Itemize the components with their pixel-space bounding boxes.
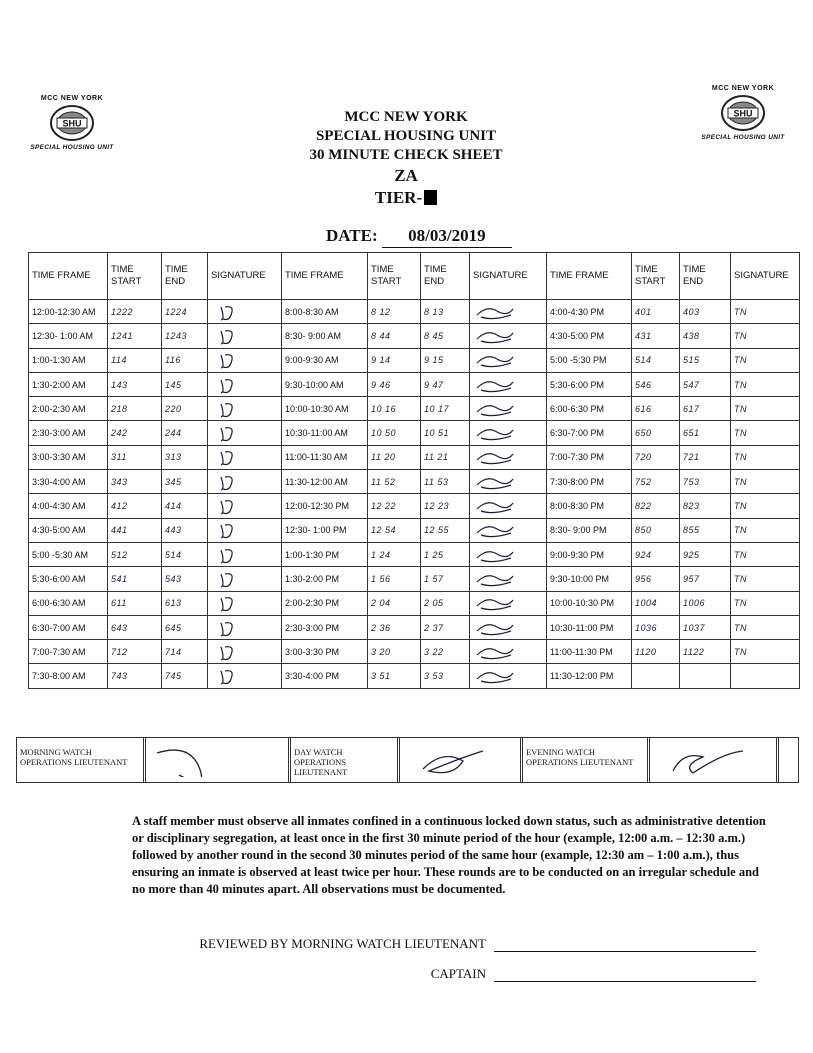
signature-cell [208, 348, 282, 372]
time-entry-cell: 3 51 [368, 664, 421, 688]
time-frame-cell: 5:00 -5:30 PM [547, 348, 632, 372]
signature-cell [470, 397, 547, 421]
time-entry-cell: 11 53 [421, 470, 470, 494]
time-frame-cell: 1:00-1:30 AM [29, 348, 108, 372]
time-entry-cell: 10 50 [368, 421, 421, 445]
header-line-2: SPECIAL HOUSING UNIT [315, 128, 497, 144]
table-header-row [29, 253, 800, 300]
time-entry-cell: 2 36 [368, 615, 421, 639]
time-frame-cell: 4:00-4:30 PM [547, 300, 632, 324]
time-entry-cell: 403 [680, 300, 731, 324]
table-body [29, 300, 800, 689]
time-entry-cell: 956 [632, 567, 680, 591]
time-entry-cell: 114 [108, 348, 162, 372]
time-frame-cell: 3:30-4:00 AM [29, 470, 108, 494]
time-frame-cell: 1:00-1:30 PM [282, 542, 368, 566]
time-entry-cell: 11 52 [368, 470, 421, 494]
table-row [29, 567, 800, 591]
handwritten-initials-icon [473, 570, 519, 588]
signature-initials: TN [731, 397, 800, 421]
time-entry-cell: 543 [162, 567, 208, 591]
time-entry-cell: 822 [632, 494, 680, 518]
column-header: TIME END [680, 253, 731, 300]
column-header: SIGNATURE [208, 253, 282, 300]
time-entry-cell: 752 [632, 470, 680, 494]
time-frame-cell: 6:30-7:00 PM [547, 421, 632, 445]
time-frame-cell: 10:30-11:00 AM [282, 421, 368, 445]
time-frame-cell: 9:30-10:00 PM [547, 567, 632, 591]
morning-watch-label: MORNING WATCH OPERATIONS LIEUTENANT [20, 747, 128, 767]
time-frame-cell: 8:00-8:30 AM [282, 300, 368, 324]
signature-cell [208, 591, 282, 615]
time-entry-cell: 541 [108, 567, 162, 591]
signature-cell [470, 615, 547, 639]
time-entry-cell: 1122 [680, 640, 731, 664]
evening-watch-signature [647, 738, 779, 782]
signature-cell [470, 591, 547, 615]
signature-initials: TN [731, 470, 800, 494]
time-entry-cell: 3 53 [421, 664, 470, 688]
time-entry-cell: 8 13 [421, 300, 470, 324]
time-entry-cell: 611 [108, 591, 162, 615]
time-entry-cell: 721 [680, 445, 731, 469]
time-entry-cell: 617 [680, 397, 731, 421]
signature-cell [470, 372, 547, 396]
time-frame-cell: 6:30-7:00 AM [29, 615, 108, 639]
header-line-1: MCC NEW YORK [344, 109, 468, 125]
time-frame-cell: 11:30-12:00 AM [282, 470, 368, 494]
handwritten-initials-icon [211, 570, 257, 588]
time-frame-cell: 6:00-6:30 AM [29, 591, 108, 615]
time-entry-cell: 311 [108, 445, 162, 469]
handwritten-initials-icon [211, 327, 257, 345]
time-entry-cell: 712 [108, 640, 162, 664]
handwritten-initials-icon [211, 424, 257, 442]
handwritten-initials-icon [211, 619, 257, 637]
signature-cell [470, 470, 547, 494]
signature-cell [208, 542, 282, 566]
handwritten-signature-icon [403, 747, 503, 777]
time-entry-cell: 1120 [632, 640, 680, 664]
column-header: TIME FRAME [29, 253, 108, 300]
time-entry-cell: 1 56 [368, 567, 421, 591]
handwritten-initials-icon [473, 497, 519, 515]
signature-initials: TN [731, 421, 800, 445]
handwritten-initials-icon [473, 303, 519, 321]
handwritten-initials-icon [473, 667, 519, 685]
time-entry-cell: 116 [162, 348, 208, 372]
date-row [326, 226, 512, 248]
handwritten-initials-icon [473, 643, 519, 661]
table-row [29, 421, 800, 445]
policy-note: A staff member must observe all inmates confined in a continuous locked down status, such as administrative detention or disciplinary segregation, at least once in the first 30 minute period of the hour (example, 12:00 a.m. – 12:30 a.m.) followed by another round in the second 30 minutes period of the same hour (example, 12:30 am – 1:00 a.m.), thus ensuring an inmate is observed at least twice per hour. These rounds are to be conducted on an irregular schedule and no more than 40 minutes apart. All observations must be documented. [132, 814, 766, 896]
column-header: TIME END [162, 253, 208, 300]
signature-cell [470, 567, 547, 591]
signature-cell [208, 470, 282, 494]
time-entry-cell [632, 664, 680, 688]
time-frame-cell: 11:00-11:30 AM [282, 445, 368, 469]
time-entry-cell: 443 [162, 518, 208, 542]
column-header: TIME FRAME [282, 253, 368, 300]
time-frame-cell: 2:30-3:00 AM [29, 421, 108, 445]
time-frame-cell: 7:00-7:30 AM [29, 640, 108, 664]
check-sheet-table [28, 252, 800, 689]
signature-initials: TN [731, 300, 800, 324]
table-row [29, 518, 800, 542]
time-entry-cell: 924 [632, 542, 680, 566]
table-row [29, 615, 800, 639]
signature-initials: TN [731, 518, 800, 542]
time-frame-cell: 2:00-2:30 PM [282, 591, 368, 615]
time-frame-cell: 9:00-9:30 AM [282, 348, 368, 372]
handwritten-initials-icon [473, 400, 519, 418]
time-entry-cell: 3 22 [421, 640, 470, 664]
review-captain-row [180, 966, 756, 982]
time-frame-cell: 5:00 -5:30 AM [29, 542, 108, 566]
column-header: TIME FRAME [547, 253, 632, 300]
time-entry-cell: 651 [680, 421, 731, 445]
logo-badge-text: SHU [733, 108, 753, 119]
time-entry-cell: 3 20 [368, 640, 421, 664]
handwritten-signature-icon [149, 747, 269, 777]
time-entry-cell: 8 45 [421, 324, 470, 348]
time-frame-cell: 12:00-12:30 PM [282, 494, 368, 518]
time-entry-cell: 11 20 [368, 445, 421, 469]
day-watch-label: DAY WATCH OPERATIONS LIEUTENANT [294, 747, 348, 777]
time-entry-cell: 9 15 [421, 348, 470, 372]
time-entry-cell: 438 [680, 324, 731, 348]
signature-initials: TN [731, 324, 800, 348]
time-frame-cell: 2:00-2:30 AM [29, 397, 108, 421]
time-entry-cell: 401 [632, 300, 680, 324]
handwritten-initials-icon [211, 473, 257, 491]
column-header: TIME START [632, 253, 680, 300]
time-entry-cell: 1037 [680, 615, 731, 639]
table-row [29, 664, 800, 688]
time-entry-cell: 613 [162, 591, 208, 615]
handwritten-initials-icon [473, 376, 519, 394]
signature-initials: TN [731, 372, 800, 396]
time-entry-cell: 957 [680, 567, 731, 591]
time-entry-cell: 414 [162, 494, 208, 518]
time-entry-cell: 242 [108, 421, 162, 445]
table-row [29, 445, 800, 469]
signature-cell [208, 324, 282, 348]
time-frame-cell: 5:30-6:00 AM [29, 567, 108, 591]
time-frame-cell: 6:00-6:30 PM [547, 397, 632, 421]
time-frame-cell: 5:30-6:00 PM [547, 372, 632, 396]
day-watch-signature [397, 738, 523, 782]
signature-cell [208, 421, 282, 445]
time-entry-cell: 220 [162, 397, 208, 421]
review-captain-label: CAPTAIN [430, 966, 486, 981]
signature-cell [470, 494, 547, 518]
handwritten-signature-icon [653, 747, 763, 777]
time-entry-cell: 218 [108, 397, 162, 421]
time-frame-cell: 3:30-4:00 PM [282, 664, 368, 688]
time-entry-cell: 850 [632, 518, 680, 542]
time-frame-cell: 7:30-8:00 AM [29, 664, 108, 688]
time-entry-cell: 1 25 [421, 542, 470, 566]
signature-cell [208, 664, 282, 688]
signature-cell [470, 348, 547, 372]
time-entry-cell: 12 55 [421, 518, 470, 542]
shu-badge-icon [49, 104, 95, 142]
table-row [29, 640, 800, 664]
signature-cell [470, 445, 547, 469]
shu-badge-icon [720, 94, 766, 132]
table-row [29, 494, 800, 518]
column-header: SIGNATURE [470, 253, 547, 300]
signature-cell [208, 397, 282, 421]
time-entry-cell: 514 [632, 348, 680, 372]
time-entry-cell: 645 [162, 615, 208, 639]
time-frame-cell: 2:30-3:00 PM [282, 615, 368, 639]
logo-top-text: MCC NEW YORK [40, 95, 104, 102]
tier-label: TIER- [374, 188, 423, 207]
time-entry-cell: 1 57 [421, 567, 470, 591]
table-row [29, 470, 800, 494]
time-entry-cell: 1224 [162, 300, 208, 324]
signature-cell [208, 300, 282, 324]
table-row [29, 348, 800, 372]
handwritten-initials-icon [211, 448, 257, 466]
watch-signature-bar [16, 737, 799, 783]
table-row [29, 591, 800, 615]
time-frame-cell: 3:00-3:30 AM [29, 445, 108, 469]
signature-initials: TN [731, 542, 800, 566]
time-frame-cell: 10:00-10:30 PM [547, 591, 632, 615]
time-entry-cell: 145 [162, 372, 208, 396]
time-entry-cell: 1241 [108, 324, 162, 348]
time-entry-cell: 720 [632, 445, 680, 469]
handwritten-initials-icon [473, 594, 519, 612]
handwritten-initials-icon [211, 376, 257, 394]
morning-watch-signature [143, 738, 291, 782]
signature-cell [470, 664, 547, 688]
time-entry-cell: 753 [680, 470, 731, 494]
table-row [29, 397, 800, 421]
handwritten-initials-icon [211, 521, 257, 539]
time-entry-cell: 643 [108, 615, 162, 639]
time-entry-cell: 1 24 [368, 542, 421, 566]
signature-cell [470, 518, 547, 542]
time-entry-cell: 12 23 [421, 494, 470, 518]
time-frame-cell: 8:30- 9:00 PM [547, 518, 632, 542]
time-entry-cell: 8 12 [368, 300, 421, 324]
logo-bottom-text: SPECIAL HOUSING UNIT [701, 134, 785, 141]
time-entry-cell: 823 [680, 494, 731, 518]
time-frame-cell: 3:00-3:30 PM [282, 640, 368, 664]
table-row [29, 542, 800, 566]
redaction-box [424, 190, 437, 205]
signature-initials: TN [731, 445, 800, 469]
signature-cell [470, 542, 547, 566]
column-header: TIME START [108, 253, 162, 300]
time-entry-cell: 10 51 [421, 421, 470, 445]
handwritten-initials-icon [473, 521, 519, 539]
time-entry-cell: 547 [680, 372, 731, 396]
handwritten-initials-icon [473, 546, 519, 564]
time-frame-cell: 9:00-9:30 PM [547, 542, 632, 566]
signature-initials: TN [731, 640, 800, 664]
signature-cell [470, 421, 547, 445]
review-captain-line [494, 969, 756, 982]
signature-cell [208, 494, 282, 518]
logo-badge-text: SHU [62, 118, 82, 129]
time-entry-cell: 9 14 [368, 348, 421, 372]
time-entry-cell: 2 04 [368, 591, 421, 615]
signature-cell [208, 518, 282, 542]
table-row [29, 324, 800, 348]
handwritten-initials-icon [211, 667, 257, 685]
handwritten-initials-icon [473, 351, 519, 369]
time-entry-cell: 10 16 [368, 397, 421, 421]
header-line-3: 30 MINUTE CHECK SHEET [309, 147, 503, 163]
shu-logo-right [693, 85, 793, 141]
table-row [29, 372, 800, 396]
time-frame-cell: 1:30-2:00 AM [29, 372, 108, 396]
time-entry-cell: 143 [108, 372, 162, 396]
time-entry-cell: 431 [632, 324, 680, 348]
signature-initials: TN [731, 494, 800, 518]
time-entry-cell: 515 [680, 348, 731, 372]
time-entry-cell: 12 22 [368, 494, 421, 518]
time-entry-cell: 512 [108, 542, 162, 566]
header-tier [256, 187, 556, 209]
handwritten-initials-icon [211, 643, 257, 661]
column-header: SIGNATURE [731, 253, 800, 300]
time-entry-cell: 12 54 [368, 518, 421, 542]
handwritten-initials-icon [211, 400, 257, 418]
handwritten-initials-icon [211, 351, 257, 369]
time-entry-cell: 9 47 [421, 372, 470, 396]
time-entry-cell: 714 [162, 640, 208, 664]
signature-cell [208, 615, 282, 639]
column-header: TIME START [368, 253, 421, 300]
time-entry-cell: 343 [108, 470, 162, 494]
time-entry-cell: 11 21 [421, 445, 470, 469]
time-frame-cell: 8:30- 9:00 AM [282, 324, 368, 348]
time-entry-cell: 1222 [108, 300, 162, 324]
time-frame-cell: 11:00-11:30 PM [547, 640, 632, 664]
time-entry-cell: 2 05 [421, 591, 470, 615]
handwritten-initials-icon [473, 619, 519, 637]
time-frame-cell: 4:00-4:30 AM [29, 494, 108, 518]
time-entry-cell: 244 [162, 421, 208, 445]
time-entry-cell: 441 [108, 518, 162, 542]
time-frame-cell: 1:30-2:00 PM [282, 567, 368, 591]
review-lieutenant-line [494, 939, 756, 952]
signature-initials [731, 664, 800, 688]
time-entry-cell [680, 664, 731, 688]
signature-initials: TN [731, 591, 800, 615]
time-entry-cell: 616 [632, 397, 680, 421]
signature-cell [208, 445, 282, 469]
review-lieutenant-row [180, 936, 756, 952]
time-entry-cell: 8 44 [368, 324, 421, 348]
logo-top-text: MCC NEW YORK [711, 85, 775, 92]
time-frame-cell: 4:30-5:00 AM [29, 518, 108, 542]
time-entry-cell: 1004 [632, 591, 680, 615]
date-label: DATE: [326, 226, 378, 245]
time-entry-cell: 1243 [162, 324, 208, 348]
document-header [256, 108, 556, 209]
evening-watch-label: EVENING WATCH OPERATIONS LIEUTENANT [526, 747, 634, 767]
time-entry-cell: 2 37 [421, 615, 470, 639]
signature-cell [208, 567, 282, 591]
time-entry-cell: 743 [108, 664, 162, 688]
handwritten-initials-icon [473, 327, 519, 345]
time-entry-cell: 10 17 [421, 397, 470, 421]
signature-cell [470, 640, 547, 664]
time-frame-cell: 12:30- 1:00 AM [29, 324, 108, 348]
shu-logo-left [22, 95, 122, 151]
time-entry-cell: 412 [108, 494, 162, 518]
logo-bottom-text: SPECIAL HOUSING UNIT [30, 144, 114, 151]
time-frame-cell: 10:00-10:30 AM [282, 397, 368, 421]
time-entry-cell: 855 [680, 518, 731, 542]
table-row [29, 300, 800, 324]
date-value: 08/03/2019 [382, 226, 512, 248]
time-entry-cell: 1006 [680, 591, 731, 615]
header-line-4: ZA [394, 166, 418, 185]
handwritten-initials-icon [211, 497, 257, 515]
time-frame-cell: 7:00-7:30 PM [547, 445, 632, 469]
time-frame-cell: 9:30-10:00 AM [282, 372, 368, 396]
signature-cell [470, 300, 547, 324]
time-frame-cell: 10:30-11:00 PM [547, 615, 632, 639]
time-entry-cell: 745 [162, 664, 208, 688]
handwritten-initials-icon [211, 546, 257, 564]
handwritten-initials-icon [473, 473, 519, 491]
handwritten-initials-icon [211, 594, 257, 612]
time-entry-cell: 1036 [632, 615, 680, 639]
time-frame-cell: 7:30-8:00 PM [547, 470, 632, 494]
time-frame-cell: 12:00-12:30 AM [29, 300, 108, 324]
signature-cell [470, 324, 547, 348]
signature-cell [208, 640, 282, 664]
handwritten-initials-icon [211, 303, 257, 321]
time-frame-cell: 4:30-5:00 PM [547, 324, 632, 348]
time-frame-cell: 11:30-12:00 PM [547, 664, 632, 688]
time-entry-cell: 345 [162, 470, 208, 494]
review-lieutenant-label: REVIEWED BY MORNING WATCH LIEUTENANT [199, 936, 486, 951]
time-frame-cell: 8:00-8:30 PM [547, 494, 632, 518]
handwritten-initials-icon [473, 424, 519, 442]
signature-initials: TN [731, 567, 800, 591]
signature-cell [208, 372, 282, 396]
column-header: TIME END [421, 253, 470, 300]
handwritten-initials-icon [473, 448, 519, 466]
time-entry-cell: 9 46 [368, 372, 421, 396]
time-entry-cell: 546 [632, 372, 680, 396]
signature-initials: TN [731, 615, 800, 639]
signature-initials: TN [731, 348, 800, 372]
time-entry-cell: 925 [680, 542, 731, 566]
time-entry-cell: 650 [632, 421, 680, 445]
time-entry-cell: 514 [162, 542, 208, 566]
time-frame-cell: 12:30- 1:00 PM [282, 518, 368, 542]
time-entry-cell: 313 [162, 445, 208, 469]
